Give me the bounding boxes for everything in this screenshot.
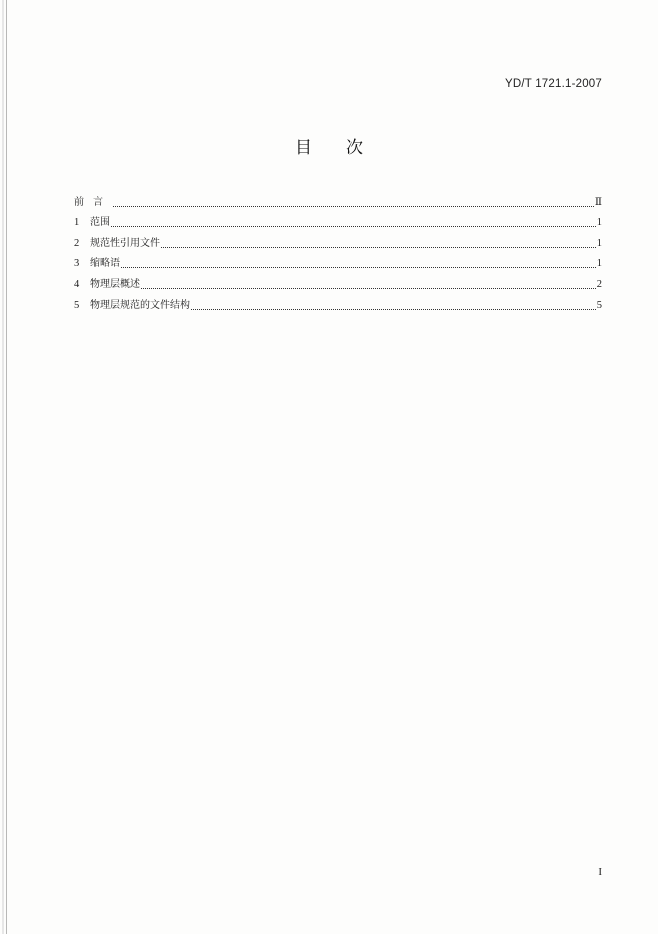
toc-leader-dots: [191, 309, 596, 310]
toc-leader-dots: [141, 288, 596, 289]
toc-leader-dots: [161, 247, 596, 248]
toc-entry-page: 5: [596, 299, 602, 311]
toc-title-part1: 目: [295, 138, 312, 158]
toc-leader-dots: [121, 267, 596, 268]
toc-entry-page: Ⅱ: [594, 196, 602, 208]
toc-entry-number: 2: [74, 237, 80, 249]
toc-entry-page: 1: [596, 237, 602, 249]
toc-entry-number: 4: [74, 278, 80, 290]
toc-entry-number: 3: [74, 258, 80, 270]
toc-leader-dots: [113, 206, 594, 207]
toc-entry-label: 物理层概述: [90, 278, 140, 290]
toc-entry-document-structure[interactable]: [74, 292, 602, 313]
toc-title: [0, 133, 658, 158]
toc-entry-foreword[interactable]: [74, 189, 602, 210]
toc-entry-number: 5: [74, 299, 80, 311]
toc-entry-abbreviations[interactable]: [74, 251, 602, 272]
toc-entry-scope[interactable]: [74, 210, 602, 231]
page-number: I: [598, 866, 602, 878]
table-of-contents: [74, 189, 602, 313]
toc-entry-label: 范围: [90, 217, 110, 229]
toc-entry-page: 1: [596, 258, 602, 270]
toc-leader-dots: [111, 226, 596, 227]
toc-entry-label: 前言: [74, 196, 112, 208]
toc-entry-label: 物理层规范的文件结构: [90, 299, 190, 311]
toc-entry-page: 1: [596, 217, 602, 229]
toc-entry-label: 规范性引用文件: [90, 237, 160, 249]
toc-entry-page: 2: [596, 278, 602, 290]
toc-title-part2: 次: [346, 138, 363, 158]
toc-entry-physical-layer-overview[interactable]: [74, 271, 602, 292]
standard-number: YD/T 1721.1-2007: [505, 78, 602, 90]
toc-entry-normative-references[interactable]: [74, 230, 602, 251]
toc-entry-label: 缩略语: [90, 258, 120, 270]
toc-entry-number: 1: [74, 217, 80, 229]
